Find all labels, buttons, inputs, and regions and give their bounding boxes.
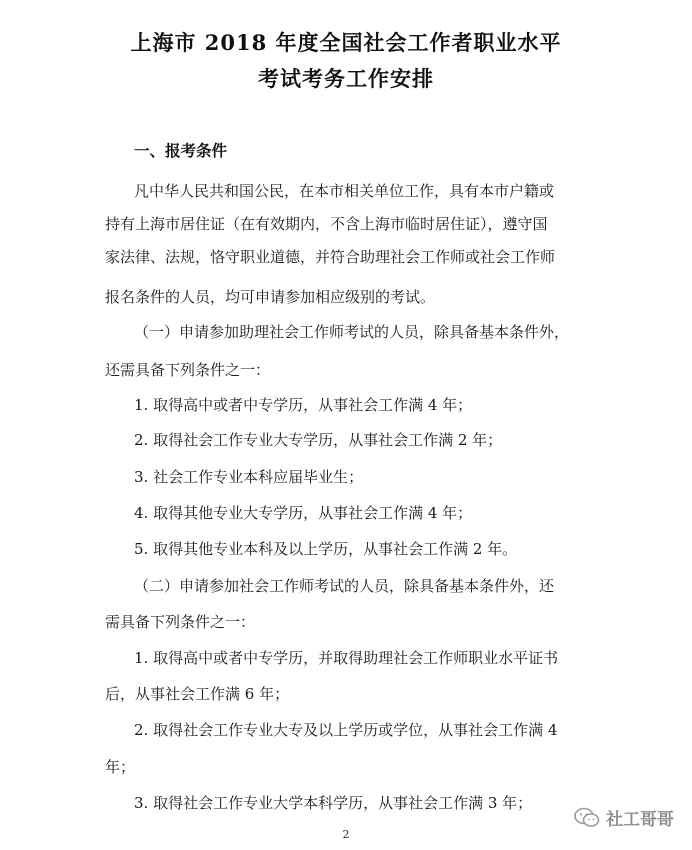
list-item-continuation: 后，从事社会工作满 6 年； [105,685,290,703]
wechat-icon [574,807,600,829]
list-item: 1. 取得高中或者中专学历，从事社会工作满 4 年； [134,396,473,414]
section-heading: 一、报考条件 [134,141,228,160]
list-item-continuation: 年； [105,758,136,776]
paragraph-line: 还需具备下列条件之一： [105,361,271,379]
paragraph-line: （一）申请参加助理社会工作师考试的人员，除具备基本条件外， [134,323,570,341]
list-item: 3. 社会工作专业本科应届毕业生； [134,468,364,486]
paragraph-line: 凡中华人民共和国公民，在本市相关单位工作，具有本市户籍或 [134,182,555,200]
list-item: 5. 取得其他专业本科及以上学历，从事社会工作满 2 年。 [134,540,518,558]
list-item: 3. 取得社会工作专业大学本科学历，从事社会工作满 3 年； [134,794,533,812]
list-item: 2. 取得社会工作专业大专及以上学历或学位，从事社会工作满 4 [134,721,558,739]
paragraph-line: 报名条件的人员，均可申请参加相应级别的考试。 [105,288,436,306]
list-item: 2. 取得社会工作专业大专学历，从事社会工作满 2 年； [134,431,503,449]
document-title-line-1: 上海市 2018 年度全国社会工作者职业水平 [130,30,562,55]
paragraph-line: （二）申请参加社会工作师考试的人员，除具备基本条件外，还 [134,577,555,595]
paragraph-line: 需具备下列条件之一： [105,613,256,631]
document-title-line-2: 考试考务工作安排 [258,66,434,91]
page-number: 2 [342,828,350,841]
list-item: 1. 取得高中或者中专学历，并取得助理社会工作师职业水平证书 [134,649,559,667]
watermark-text: 社工哥哥 [606,810,674,830]
list-item: 4. 取得其他专业大专学历，从事社会工作满 4 年； [134,504,473,522]
paragraph-line: 家法律、法规，恪守职业道德，并符合助理社会工作师或社会工作师 [105,248,556,266]
watermark [574,805,674,830]
paragraph-line: 持有上海市居住证（在有效期内，不含上海市临时居住证），遵守国 [105,215,548,233]
